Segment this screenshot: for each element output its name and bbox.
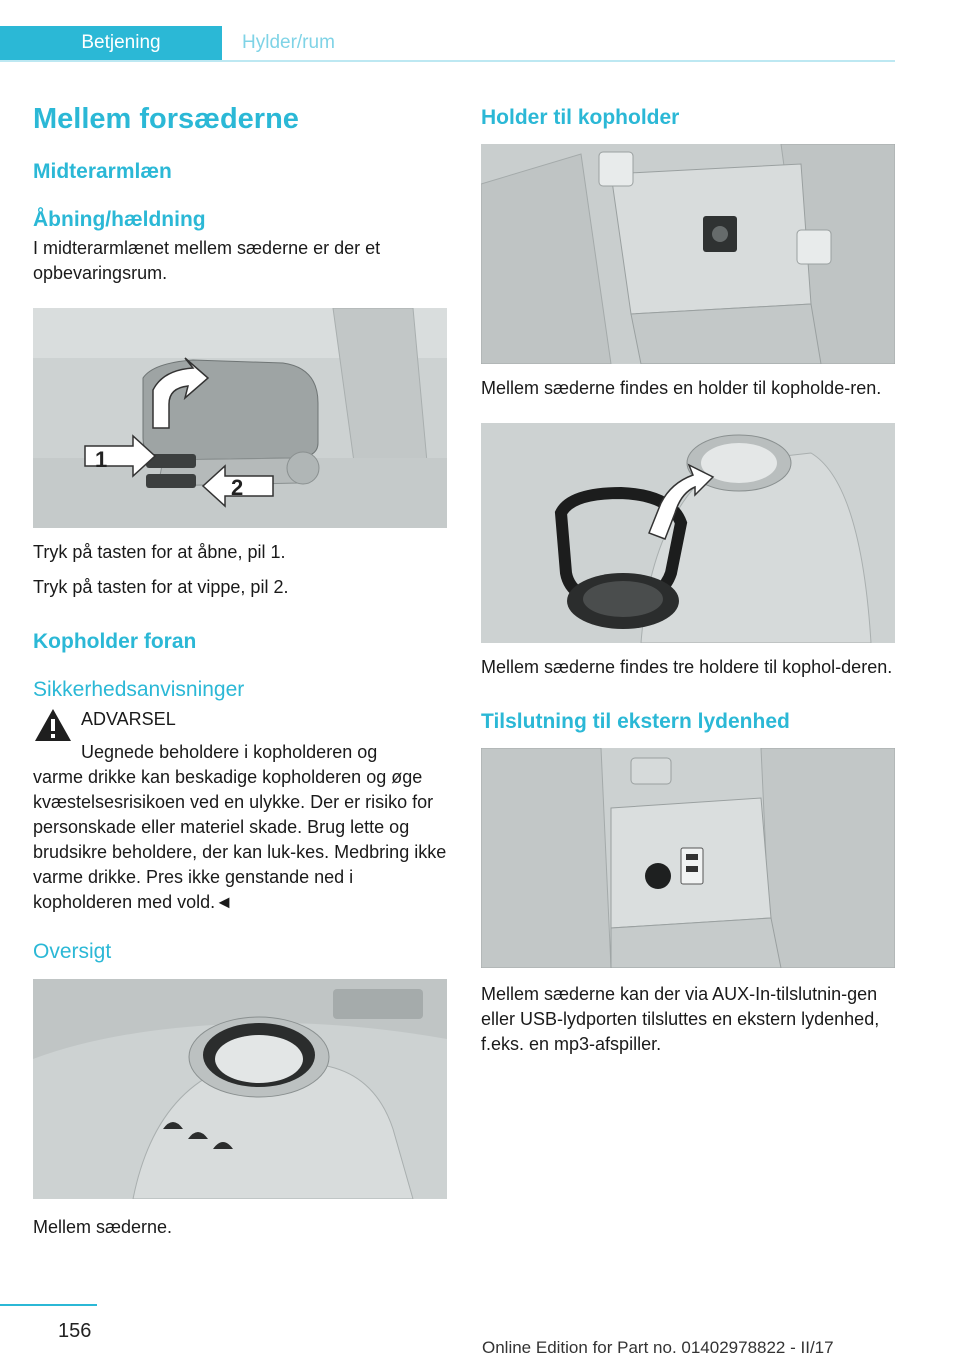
right-column bbox=[481, 100, 896, 1057]
edition-text: Online Edition for Part no. 01402978822 - II/17 bbox=[482, 1338, 834, 1357]
warning-block bbox=[33, 707, 448, 915]
header-divider bbox=[0, 60, 895, 62]
three-holders-illustration bbox=[481, 423, 895, 643]
warning-triangle-icon bbox=[33, 707, 73, 743]
text-press-tilt: Tryk på tasten for at vippe, pil 2. bbox=[33, 577, 289, 597]
callout-2: 2 bbox=[231, 475, 244, 500]
section-title-between-seats: Mellem forsæderne bbox=[33, 103, 299, 135]
text-three-holders: Mellem sæderne findes tre holdere til kophol-deren. bbox=[481, 657, 893, 677]
left-column bbox=[33, 100, 448, 1240]
warning-title: ADVARSEL bbox=[81, 709, 176, 729]
heading-holder-cupholder: Holder til kopholder bbox=[481, 106, 680, 129]
text-between-seats: Mellem sæderne. bbox=[33, 1217, 173, 1237]
heading-cupholder-front: Kopholder foran bbox=[33, 630, 197, 653]
tab-hylder-rum[interactable]: Hylder/rum bbox=[242, 32, 335, 53]
text-opening: I midterarmlænet mellem sæderne er der et opbevaringsrum. bbox=[33, 238, 381, 283]
cupholder-overview-illustration bbox=[33, 979, 447, 1199]
figure-armrest bbox=[33, 308, 447, 528]
figure-three-holders bbox=[481, 423, 895, 643]
text-holder: Mellem sæderne findes en holder til kopholde-ren. bbox=[481, 378, 882, 398]
heading-armrest: Midterarmlæn bbox=[33, 160, 172, 183]
heading-external-audio: Tilslutning til ekstern lydenhed bbox=[481, 710, 790, 733]
figure-overview bbox=[33, 979, 447, 1199]
warning-text-first-line: Uegnede beholdere i kopholderen og bbox=[81, 742, 378, 762]
callout-1: 1 bbox=[95, 447, 108, 472]
warning-text-body: varme drikke kan beskadige kopholderen og øge kvæstelsesrisikoen ved en ulykke. Der er risiko for personskade eller materiel skade. Brug lette og brudsikre beholdere, der kan luk-kes. Medbring ikke varme drikke. Pres ikke genstande ned i kopholderen med vold.◄ bbox=[33, 767, 447, 912]
aux-illustration bbox=[481, 748, 895, 968]
heading-safety: Sikkerhedsanvisninger bbox=[33, 678, 245, 701]
text-aux: Mellem sæderne kan der via AUX-In-tilslutnin-gen eller USB-lydporten tilsluttes en ekstern lydenhed, f.eks. en mp3-afspiller. bbox=[481, 984, 880, 1054]
figure-holder bbox=[481, 144, 895, 364]
header-tabs bbox=[0, 26, 895, 62]
footer-divider bbox=[0, 1304, 97, 1306]
tab-betjening[interactable]: Betjening bbox=[0, 26, 222, 60]
holder-illustration bbox=[481, 144, 895, 364]
text-press-open: Tryk på tasten for at åbne, pil 1. bbox=[33, 542, 286, 562]
warning-text bbox=[33, 740, 448, 915]
figure-aux bbox=[481, 748, 895, 968]
heading-opening: Åbning/hældning bbox=[33, 208, 206, 231]
page-number: 156 bbox=[58, 1320, 92, 1342]
heading-overview: Oversigt bbox=[33, 940, 112, 963]
